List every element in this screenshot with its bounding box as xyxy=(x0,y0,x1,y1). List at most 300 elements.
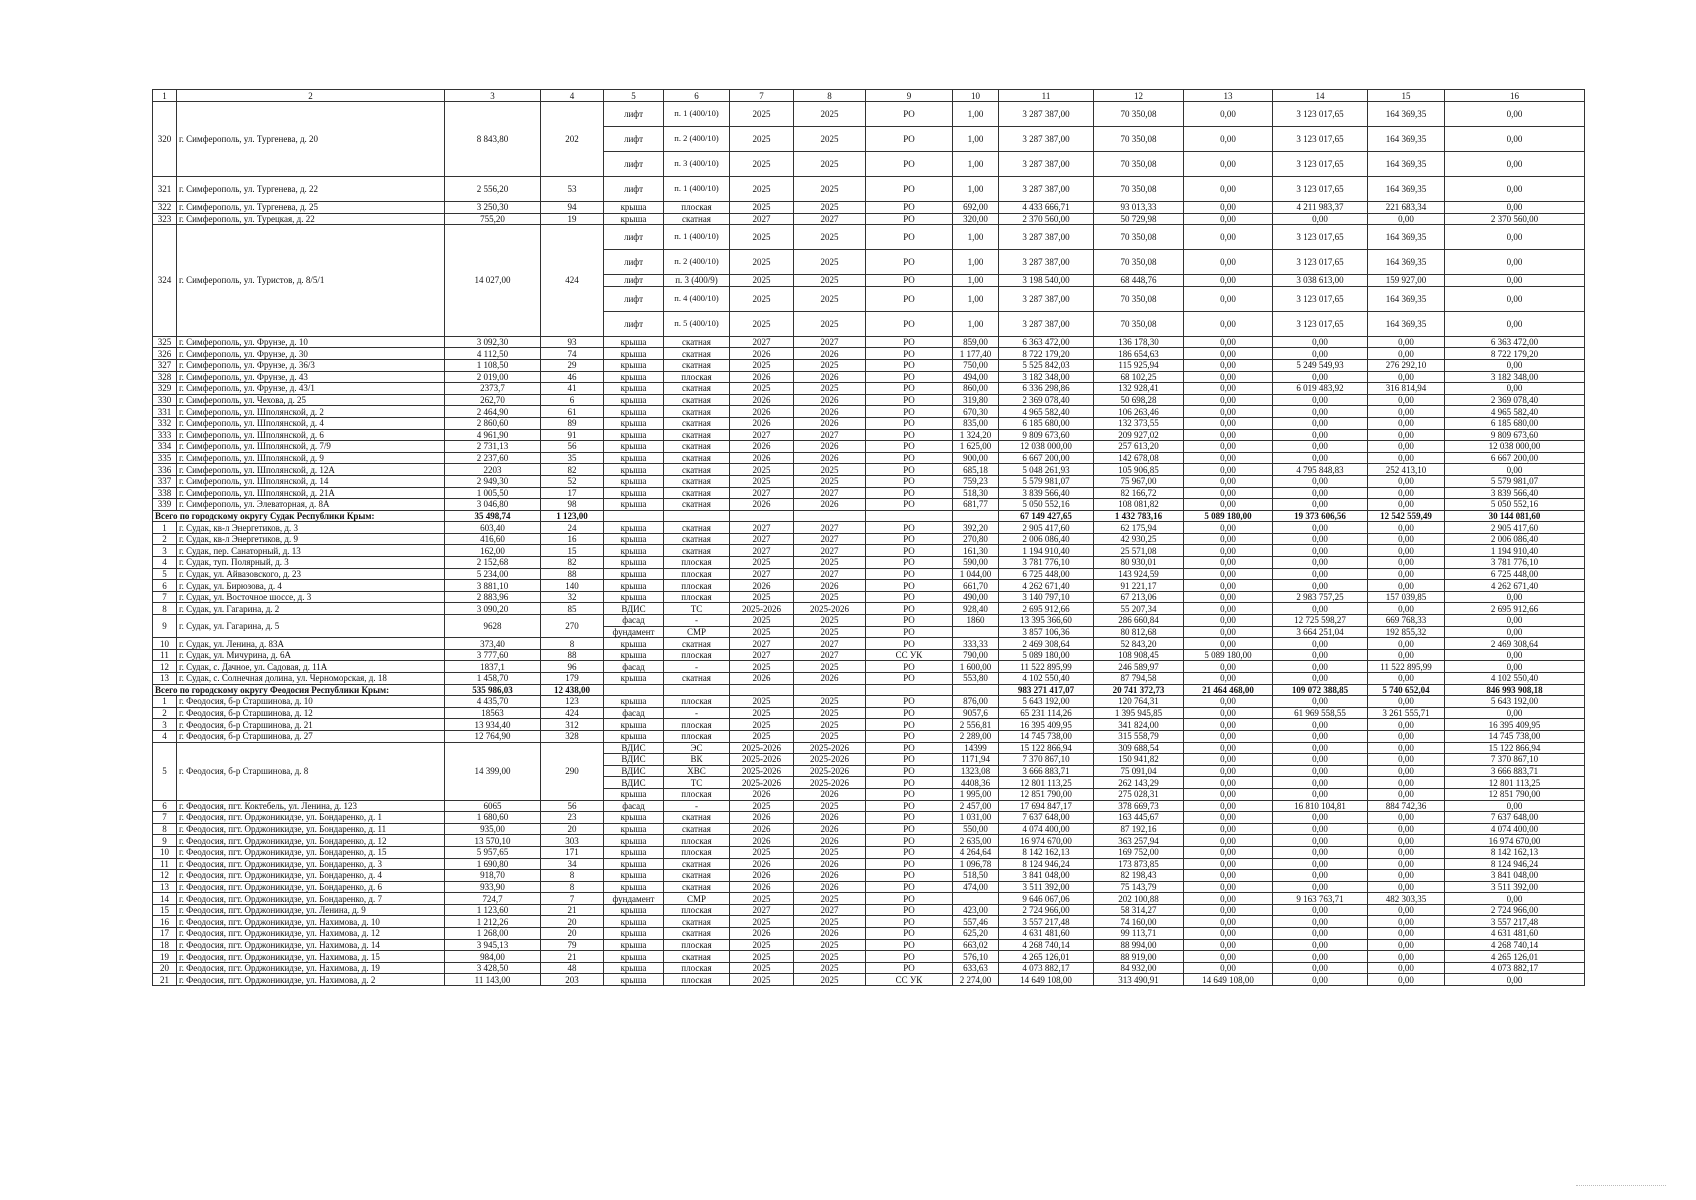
table-cell: 2026 xyxy=(794,858,866,870)
table-cell: крыша xyxy=(604,835,664,847)
table-cell: 320,00 xyxy=(953,213,999,225)
table-cell: лифт xyxy=(604,225,664,250)
table-row xyxy=(153,893,1585,905)
table-row xyxy=(153,638,1585,650)
table-cell: 0,00 xyxy=(1273,823,1368,835)
table-cell: 0,00 xyxy=(1184,812,1273,824)
column-number: 10 xyxy=(953,90,999,102)
table-cell: 0,00 xyxy=(1368,638,1445,650)
table-cell: 1,00 xyxy=(953,152,999,177)
table-cell: 0,00 xyxy=(1445,707,1585,719)
column-number: 4 xyxy=(541,90,604,102)
table-cell: 4 961,90 xyxy=(445,429,541,441)
table-cell: скатная xyxy=(664,823,730,835)
table-cell: г. Симферополь, ул. Чехова, д. 25 xyxy=(177,394,445,406)
table-cell: 321 xyxy=(153,177,177,202)
table-cell: 0,00 xyxy=(1368,417,1445,429)
table-cell: 50 698,28 xyxy=(1094,394,1184,406)
table-cell: 24 xyxy=(541,522,604,534)
table-cell: 164 369,35 xyxy=(1368,152,1445,177)
table-cell: 0,00 xyxy=(1273,441,1368,453)
table-cell: фундамент xyxy=(604,893,664,905)
table-cell: 0,00 xyxy=(1445,649,1585,661)
table-cell: 17 694 847,17 xyxy=(999,800,1094,812)
table-cell: 7 370 867,10 xyxy=(999,754,1094,766)
table-cell: 0,00 xyxy=(1273,696,1368,708)
table-cell: 0,00 xyxy=(1184,904,1273,916)
table-cell: г. Симферополь, ул. Шполянской, д. 12А xyxy=(177,464,445,476)
table-cell xyxy=(866,684,953,696)
table-cell: скатная xyxy=(664,383,730,395)
table-cell: 7 xyxy=(153,591,177,603)
table-cell: 70 350,08 xyxy=(1094,177,1184,202)
table-cell: 2027 xyxy=(730,487,794,499)
table-cell: 416,60 xyxy=(445,533,541,545)
table-cell: 0,00 xyxy=(1184,394,1273,406)
table-cell: РО xyxy=(866,812,953,824)
table-cell: скатная xyxy=(664,951,730,963)
table-cell: 79 xyxy=(541,939,604,951)
table-cell: РО xyxy=(866,568,953,580)
table-cell: 3 287 387,00 xyxy=(999,225,1094,250)
table-cell: крыша xyxy=(604,464,664,476)
table-cell: 2025 xyxy=(794,286,866,311)
table-cell: 75 143,79 xyxy=(1094,881,1184,893)
table-cell: 2 695 912,66 xyxy=(1445,603,1585,615)
table-cell: 9 646 067,06 xyxy=(999,893,1094,905)
table-cell: 323 xyxy=(153,213,177,225)
table-cell: 6 667 200,00 xyxy=(999,452,1094,464)
table-cell: 2025 xyxy=(794,846,866,858)
table-cell: 4 264,64 xyxy=(953,846,999,858)
table-cell: 2025 xyxy=(730,557,794,569)
table-row xyxy=(153,475,1585,487)
table-cell: 335 xyxy=(153,452,177,464)
table-row xyxy=(153,881,1585,893)
table-row xyxy=(153,417,1585,429)
table-cell: г. Феодосия, пгт. Орджоникидзе, ул. Нахимова, д. 19 xyxy=(177,962,445,974)
table-cell: фундамент xyxy=(604,626,664,638)
table-cell: 0,00 xyxy=(1368,881,1445,893)
table-cell: РО xyxy=(866,765,953,777)
table-cell: 115 925,94 xyxy=(1094,359,1184,371)
table-cell: ВДИС xyxy=(604,765,664,777)
table-cell: г. Судак, ул. Восточное шоссе, д. 3 xyxy=(177,591,445,603)
table-cell xyxy=(730,684,794,696)
table-cell: крыша xyxy=(604,812,664,824)
table-cell: 14 745 738,00 xyxy=(1445,730,1585,742)
table-cell: 0,00 xyxy=(1273,719,1368,731)
table-cell: 2 905 417,60 xyxy=(1445,522,1585,534)
table-cell: крыша xyxy=(604,429,664,441)
table-cell: 2025 xyxy=(794,250,866,275)
table-cell: 270 xyxy=(541,615,604,638)
table-cell xyxy=(730,510,794,522)
table-cell: 67 213,06 xyxy=(1094,591,1184,603)
table-cell: 2025 xyxy=(794,730,866,742)
table-cell xyxy=(953,893,999,905)
table-cell: РО xyxy=(866,916,953,928)
table-row xyxy=(153,904,1585,916)
table-cell: 276 292,10 xyxy=(1368,359,1445,371)
table-cell: 12 851 790,00 xyxy=(1445,788,1585,800)
table-cell: 0,00 xyxy=(1273,568,1368,580)
table-cell: 2025 xyxy=(794,127,866,152)
table-row xyxy=(153,951,1585,963)
page-corner-mark xyxy=(1576,1185,1666,1186)
table-cell: 75 091,04 xyxy=(1094,765,1184,777)
table-cell: 2025 xyxy=(730,102,794,127)
table-cell: 0,00 xyxy=(1184,225,1273,250)
table-row xyxy=(153,800,1585,812)
table-cell: 2025 xyxy=(794,591,866,603)
table-cell: 0,00 xyxy=(1184,881,1273,893)
table-cell: РО xyxy=(866,275,953,287)
table-cell: 3 123 017,65 xyxy=(1273,250,1368,275)
table-cell: 3 182 348,00 xyxy=(1445,371,1585,383)
table-cell: 2027 xyxy=(730,904,794,916)
table-row xyxy=(153,452,1585,464)
table-cell: 2027 xyxy=(730,522,794,534)
table-cell: 315 558,79 xyxy=(1094,730,1184,742)
table-cell: 13 570,10 xyxy=(445,835,541,847)
table-cell: 0,00 xyxy=(1184,626,1273,638)
table-cell: 14 649 108,00 xyxy=(999,974,1094,986)
table-cell: 0,00 xyxy=(1184,835,1273,847)
table-cell: 0,00 xyxy=(1368,812,1445,824)
table-cell: крыша xyxy=(604,441,664,453)
table-cell: 2025 xyxy=(730,951,794,963)
table-cell: 0,00 xyxy=(1273,580,1368,592)
table-cell: РО xyxy=(866,788,953,800)
table-cell: 15 122 866,94 xyxy=(999,742,1094,754)
table-row xyxy=(153,603,1585,615)
table-cell: 0,00 xyxy=(1184,487,1273,499)
table-cell: 14 xyxy=(153,893,177,905)
table-cell: 16 xyxy=(541,533,604,545)
table-body xyxy=(153,90,1585,986)
table-cell: 1 600,00 xyxy=(953,661,999,673)
table-cell: 0,00 xyxy=(1368,939,1445,951)
column-number: 7 xyxy=(730,90,794,102)
table-row xyxy=(153,441,1585,453)
table-cell: 1 005,50 xyxy=(445,487,541,499)
table-cell: 0,00 xyxy=(1184,127,1273,152)
table-cell: 2 xyxy=(153,533,177,545)
table-row xyxy=(153,533,1585,545)
table-cell: 0,00 xyxy=(1184,673,1273,685)
table-cell: 0,00 xyxy=(1184,429,1273,441)
table-cell: 246 589,97 xyxy=(1094,661,1184,673)
table-row xyxy=(153,383,1585,395)
table-cell: 0,00 xyxy=(1184,250,1273,275)
document-sheet xyxy=(152,89,1584,986)
table-cell: 0,00 xyxy=(1273,533,1368,545)
table-cell: 2 006 086,40 xyxy=(999,533,1094,545)
table-cell: 0,00 xyxy=(1368,719,1445,731)
table-cell: 21 xyxy=(541,951,604,963)
table-cell: 0,00 xyxy=(1368,951,1445,963)
table-cell: 2025 xyxy=(794,974,866,986)
table-cell: 50 729,98 xyxy=(1094,213,1184,225)
table-row xyxy=(153,177,1585,202)
table-row xyxy=(153,928,1585,940)
table-cell: фасад xyxy=(604,707,664,719)
table-cell: 7 370 867,10 xyxy=(1445,754,1585,766)
table-cell: 2 635,00 xyxy=(953,835,999,847)
table-cell: 0,00 xyxy=(1273,406,1368,418)
table-cell: 2027 xyxy=(794,649,866,661)
table-cell: фасад xyxy=(604,661,664,673)
table-cell: 262,70 xyxy=(445,394,541,406)
table-cell: 0,00 xyxy=(1368,974,1445,986)
table-cell: г. Судак, ул. Айвазовского, д. 23 xyxy=(177,568,445,580)
table-row xyxy=(153,499,1585,511)
table-cell: 20 741 372,73 xyxy=(1094,684,1184,696)
table-cell: г. Феодосия, б-р Старшинова, д. 27 xyxy=(177,730,445,742)
table-cell: 203 xyxy=(541,974,604,986)
table-cell: 330 xyxy=(153,394,177,406)
table-cell: 5 089 180,00 xyxy=(1184,649,1273,661)
table-cell: 16 395 409,95 xyxy=(999,719,1094,731)
table-cell: 53 xyxy=(541,177,604,202)
table-cell: 3 781 776,10 xyxy=(999,557,1094,569)
table-cell: 2026 xyxy=(794,870,866,882)
table-cell: г. Феодосия, пгт. Орджоникидзе, ул. Бондаренко, д. 15 xyxy=(177,846,445,858)
table-row xyxy=(153,348,1585,360)
table-cell: 82 xyxy=(541,557,604,569)
table-cell: 2 731,13 xyxy=(445,441,541,453)
table-cell: 0,00 xyxy=(1273,336,1368,348)
table-cell: ЭС xyxy=(664,742,730,754)
table-cell: 0,00 xyxy=(1368,394,1445,406)
table-cell: плоская xyxy=(664,649,730,661)
table-cell: 120 764,31 xyxy=(1094,696,1184,708)
table-cell: 70 350,08 xyxy=(1094,152,1184,177)
table-cell: плоская xyxy=(664,788,730,800)
table-cell: 70 350,08 xyxy=(1094,311,1184,336)
table-cell: 93 xyxy=(541,336,604,348)
table-cell: г. Симферополь, ул. Фрунзе, д. 43 xyxy=(177,371,445,383)
table-cell: г. Судак, туп. Полярный, д. 3 xyxy=(177,557,445,569)
table-cell: 88 994,00 xyxy=(1094,939,1184,951)
table-cell: 2 xyxy=(153,707,177,719)
table-cell: 5 643 192,00 xyxy=(999,696,1094,708)
table-cell: 8 xyxy=(541,870,604,882)
table-cell: 2025 xyxy=(730,916,794,928)
table-cell: 12 801 113,25 xyxy=(1445,777,1585,789)
table-cell: 5 xyxy=(153,568,177,580)
table-cell: 179 xyxy=(541,673,604,685)
table-cell: 58 314,27 xyxy=(1094,904,1184,916)
table-cell: 108 908,45 xyxy=(1094,649,1184,661)
table-cell: 162,00 xyxy=(445,545,541,557)
table-cell xyxy=(664,510,730,522)
table-cell: г. Симферополь, ул. Тургенева, д. 22 xyxy=(177,177,445,202)
table-cell: 2026 xyxy=(794,812,866,824)
table-cell: 91 221,17 xyxy=(1094,580,1184,592)
table-cell: 0,00 xyxy=(1273,742,1368,754)
table-cell: скатная xyxy=(664,417,730,429)
table-cell: 2025-2026 xyxy=(730,742,794,754)
table-cell: ВДИС xyxy=(604,777,664,789)
table-cell: 0,00 xyxy=(1273,951,1368,963)
table-cell: 984,00 xyxy=(445,951,541,963)
table-cell: ВК xyxy=(664,754,730,766)
table-row xyxy=(153,858,1585,870)
table-cell: крыша xyxy=(604,580,664,592)
table-cell: 750,00 xyxy=(953,359,999,371)
table-cell: 2025 xyxy=(730,127,794,152)
table-cell: крыша xyxy=(604,213,664,225)
table-cell: 312 xyxy=(541,719,604,731)
table-cell: 0,00 xyxy=(1445,383,1585,395)
table-cell: 42 930,25 xyxy=(1094,533,1184,545)
table-cell: 2026 xyxy=(794,835,866,847)
table-cell: 12 038 000,00 xyxy=(1445,441,1585,453)
table-cell: 169 752,00 xyxy=(1094,846,1184,858)
table-row xyxy=(153,835,1585,847)
table-cell: 0,00 xyxy=(1445,177,1585,202)
table-row xyxy=(153,336,1585,348)
table-cell: г. Симферополь, ул. Шполянской, д. 14 xyxy=(177,475,445,487)
table-cell: 52 843,20 xyxy=(1094,638,1184,650)
table-cell: 2025 xyxy=(730,719,794,731)
table-cell: 4 xyxy=(153,730,177,742)
table-cell: 2025 xyxy=(794,951,866,963)
table-cell: крыша xyxy=(604,499,664,511)
table-cell: 3 839 566,40 xyxy=(999,487,1094,499)
table-cell: г. Судак, кв-л Энергетиков, д. 3 xyxy=(177,522,445,534)
table-row xyxy=(153,580,1585,592)
table-cell: 0,00 xyxy=(1368,846,1445,858)
table-cell: 4 795 848,83 xyxy=(1273,464,1368,476)
table-cell: 790,00 xyxy=(953,649,999,661)
table-cell: г. Феодосия, пгт. Орджоникидзе, ул. Нахимова, д. 2 xyxy=(177,974,445,986)
table-cell: 0,00 xyxy=(1368,533,1445,545)
table-cell: 2025 xyxy=(730,707,794,719)
table-cell: 2025 xyxy=(794,893,866,905)
table-cell: 2 369 078,40 xyxy=(1445,394,1585,406)
table-cell: 5 525 842,03 xyxy=(999,359,1094,371)
table-row xyxy=(153,464,1585,476)
table-cell: г. Феодосия, пгт. Орджоникидзе, ул. Бондаренко, д. 4 xyxy=(177,870,445,882)
table-cell: 2 019,00 xyxy=(445,371,541,383)
table-cell: скатная xyxy=(664,870,730,882)
table-cell: 0,00 xyxy=(1184,557,1273,569)
table-cell: крыша xyxy=(604,928,664,940)
table-cell: 2 152,68 xyxy=(445,557,541,569)
table-cell: 94 xyxy=(541,202,604,214)
table-row xyxy=(153,557,1585,569)
table-cell: 8 722 179,20 xyxy=(999,348,1094,360)
table-cell: 319,80 xyxy=(953,394,999,406)
table-cell: г. Симферополь, ул. Фрунзе, д. 30 xyxy=(177,348,445,360)
table-cell: 8 843,80 xyxy=(445,102,541,177)
table-cell: 82 xyxy=(541,464,604,476)
table-cell: 123 xyxy=(541,696,604,708)
table-cell: 0,00 xyxy=(1445,202,1585,214)
table-cell: скатная xyxy=(664,452,730,464)
table-cell: 860,00 xyxy=(953,383,999,395)
table-cell: скатная xyxy=(664,475,730,487)
table-cell: 918,70 xyxy=(445,870,541,882)
table-cell: 6 xyxy=(153,580,177,592)
table-cell: 74 160,00 xyxy=(1094,916,1184,928)
table-cell: 6 xyxy=(541,394,604,406)
table-cell: 4 xyxy=(153,557,177,569)
table-cell: 171 xyxy=(541,846,604,858)
table-cell: 0,00 xyxy=(1273,870,1368,882)
table-cell: 482 303,35 xyxy=(1368,893,1445,905)
table-cell: 0,00 xyxy=(1368,475,1445,487)
table-cell: 0,00 xyxy=(1184,788,1273,800)
table-cell: 140 xyxy=(541,580,604,592)
table-cell: 2025 xyxy=(794,626,866,638)
capital-repair-table xyxy=(152,89,1585,986)
table-cell: скатная xyxy=(664,336,730,348)
table-cell: 1323,08 xyxy=(953,765,999,777)
table-cell: 0,00 xyxy=(1184,870,1273,882)
table-cell: скатная xyxy=(664,916,730,928)
table-cell: 2026 xyxy=(794,928,866,940)
table-cell: ВДИС xyxy=(604,742,664,754)
table-cell: 0,00 xyxy=(1445,800,1585,812)
table-cell: 1171,94 xyxy=(953,754,999,766)
table-cell: 0,00 xyxy=(1273,348,1368,360)
table-cell: 5 234,00 xyxy=(445,568,541,580)
table-cell: 2026 xyxy=(730,823,794,835)
table-cell: 105 906,85 xyxy=(1094,464,1184,476)
table-cell: СМР xyxy=(664,893,730,905)
table-cell: 0,00 xyxy=(1273,429,1368,441)
table-cell: 16 974 670,00 xyxy=(1445,835,1585,847)
table-cell: п. 1 (400/10) xyxy=(664,102,730,127)
table-cell: 2026 xyxy=(730,406,794,418)
table-cell: 2025 xyxy=(730,846,794,858)
table-cell: 2026 xyxy=(730,394,794,406)
table-cell: РО xyxy=(866,152,953,177)
table-cell: 9057,6 xyxy=(953,707,999,719)
table-cell: 8 xyxy=(541,638,604,650)
table-cell: 0,00 xyxy=(1445,591,1585,603)
table-cell: 6 667 200,00 xyxy=(1445,452,1585,464)
table-cell: 2027 xyxy=(794,429,866,441)
table-cell: ВДИС xyxy=(604,603,664,615)
table-cell: крыша xyxy=(604,730,664,742)
table-cell: 2027 xyxy=(794,487,866,499)
table-cell: 0,00 xyxy=(1273,916,1368,928)
table-cell: 2025 xyxy=(794,202,866,214)
table-cell: 14399 xyxy=(953,742,999,754)
table-cell: 6 363 472,00 xyxy=(999,336,1094,348)
column-number: 1 xyxy=(153,90,177,102)
table-cell: РО xyxy=(866,371,953,383)
table-cell: 7 637 648,00 xyxy=(1445,812,1585,824)
table-cell: 2025 xyxy=(794,557,866,569)
table-row xyxy=(153,823,1585,835)
table-cell: 0,00 xyxy=(1273,213,1368,225)
table-cell: 0,00 xyxy=(1273,557,1368,569)
table-cell: крыша xyxy=(604,406,664,418)
table-cell: 19 xyxy=(541,213,604,225)
table-cell: 41 xyxy=(541,383,604,395)
table-cell: крыша xyxy=(604,568,664,580)
table-cell: 13 xyxy=(153,673,177,685)
table-cell: 0,00 xyxy=(1445,311,1585,336)
table-cell: 13 395 366,60 xyxy=(999,615,1094,627)
table-cell: 334 xyxy=(153,441,177,453)
